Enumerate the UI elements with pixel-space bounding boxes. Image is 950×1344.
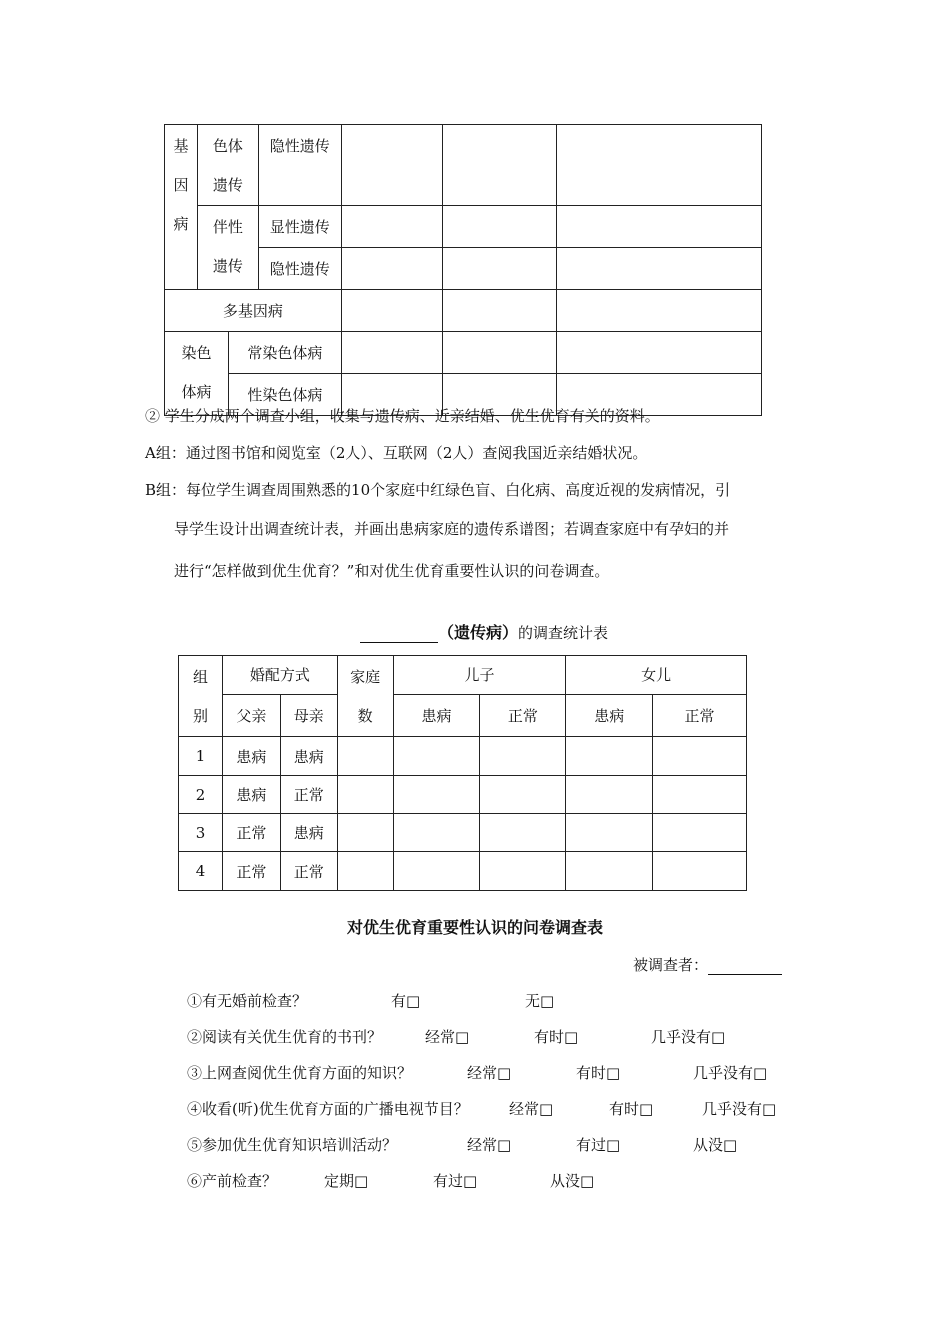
table-row: 3 正常 患病 [179,814,747,852]
question-4: ④收看(听)优生优育方面的广播电视节目？ [187,1100,469,1118]
question-1: ①有无婚前检查？ [187,992,308,1010]
q1-option-no[interactable]: 无□ [525,992,555,1010]
question-6: ⑥产前检查？ [187,1172,278,1190]
daughter-normal-header: 正常 [653,694,747,736]
q5-option-often[interactable]: 经常□ [467,1136,512,1154]
q3-option-never[interactable]: 几乎没有□ [693,1064,768,1082]
q5-option-had[interactable]: 有过□ [576,1136,621,1154]
q1-option-yes[interactable]: 有□ [391,992,421,1010]
q2-option-never[interactable]: 几乎没有□ [651,1028,726,1046]
sexlinked-inheritance-label: 伴性 遗传 [197,206,258,290]
sex-chromosomal-label: 性染色体病 [228,374,341,416]
stats-table-title: （遗传病）的调查统计表 [360,620,608,643]
q6-option-had[interactable]: 有过□ [433,1172,478,1190]
marriage-header: 婚配方式 [222,656,337,695]
paragraph-group-a: A组：通过图书馆和阅览室（2人）、互联网（2人）查阅我国近亲结婚状况。 [145,444,648,462]
autosomal-label: 常染色体病 [228,332,341,374]
q6-option-never[interactable]: 从没□ [550,1172,595,1190]
q4-option-sometimes[interactable]: 有时□ [609,1100,654,1118]
question-3: ③上网查阅优生优育方面的知识？ [187,1064,413,1082]
survey-title: 对优生优育重要性认识的问卷调查表 [346,918,603,937]
son-normal-header: 正常 [480,694,566,736]
table-row: 1 患病 患病 [179,737,747,776]
group-header: 组 别 [179,656,223,737]
disease-type-table [164,124,762,416]
respondent-blank [708,958,782,975]
q4-option-never[interactable]: 几乎没有□ [702,1100,777,1118]
gene-disease-label: 基 因 病 [165,125,198,290]
question-2: ②阅读有关优生优育的书刊？ [187,1028,383,1046]
q2-option-often[interactable]: 经常□ [425,1028,470,1046]
stats-table [178,655,747,891]
table-row: 4 正常 正常 [179,852,747,891]
son-sick-header: 患病 [393,694,480,736]
q6-option-regular[interactable]: 定期□ [324,1172,369,1190]
mother-header: 母亲 [280,694,337,736]
dominant-label: 显性遗传 [258,206,341,248]
question-5: ⑤参加优生优育知识培训活动？ [187,1136,398,1154]
chromosome-inheritance-label: 色体 遗传 [197,125,258,206]
paragraph-group-b-line2: 导学生设计出调查统计表，并画出患病家庭的遗传系谱图；若调查家庭中有孕妇的并 [174,520,730,538]
father-header: 父亲 [222,694,280,736]
daughter-header: 女儿 [566,656,747,695]
q3-option-often[interactable]: 经常□ [467,1064,512,1082]
recessive-label-1: 隐性遗传 [258,125,341,206]
q4-option-often[interactable]: 经常□ [509,1100,554,1118]
chromosomal-disease-label: 染色 体病 [165,332,229,416]
daughter-sick-header: 患病 [566,694,653,736]
paragraph-group-b-line3: 进行“怎样做到优生优育？”和对优生优育重要性认识的问卷调查。 [174,562,610,580]
q2-option-sometimes[interactable]: 有时□ [534,1028,579,1046]
paragraph-1: ② 学生分成两个调查小组，收集与遗传病、近亲结婚、优生优育有关的资料。 [145,407,660,425]
q5-option-never[interactable]: 从没□ [693,1136,738,1154]
paragraph-group-b-line1: B组：每位学生调查周围熟悉的10个家庭中红绿色盲、白化病、高度近视的发病情况，引 [145,481,731,499]
respondent-line: 被调查者： [633,954,782,975]
polygenic-label: 多基因病 [165,290,342,332]
families-header: 家庭 数 [337,656,393,737]
son-header: 儿子 [393,656,566,695]
recessive-label-2: 隐性遗传 [258,248,341,290]
q3-option-sometimes[interactable]: 有时□ [576,1064,621,1082]
disease-name-blank [360,626,438,643]
table-row: 2 患病 正常 [179,776,747,814]
